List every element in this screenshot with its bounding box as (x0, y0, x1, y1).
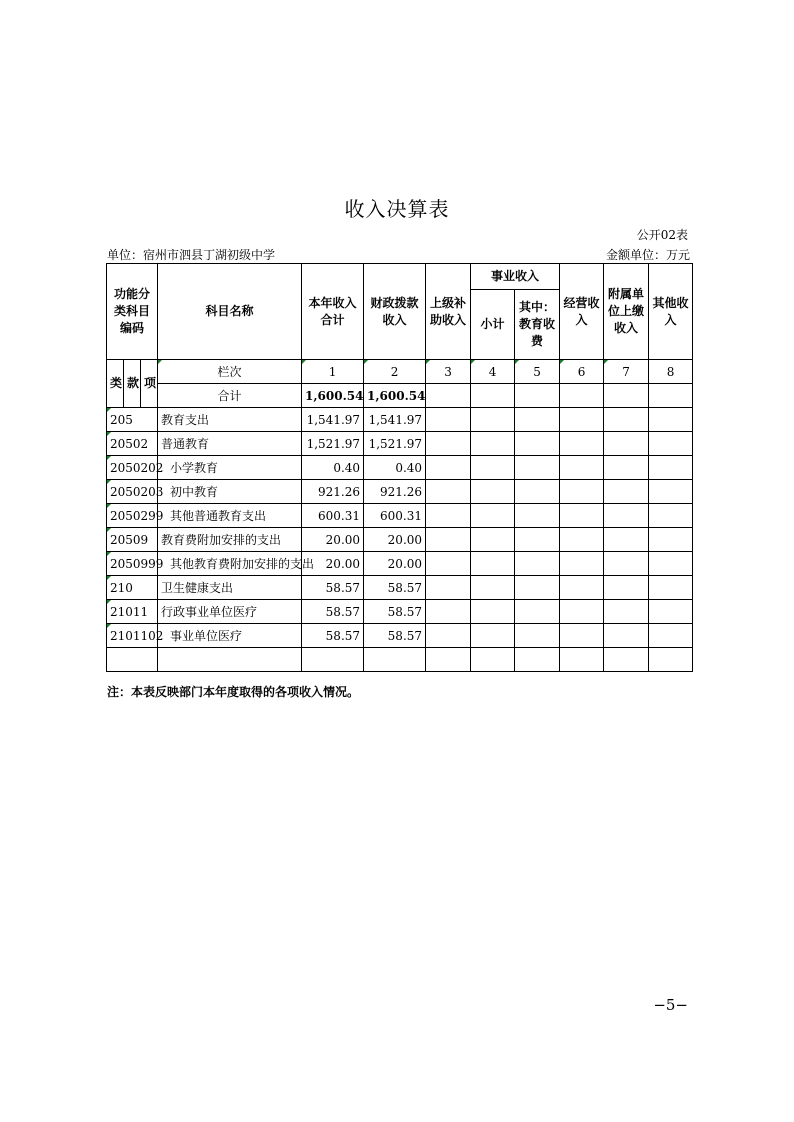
row-total: 1,521.97 (302, 432, 364, 456)
row-code: 20502 (107, 432, 158, 456)
header-func-class: 功能分类科目编码 (107, 264, 158, 360)
table-row (107, 480, 693, 504)
total-label: 合计 (158, 384, 302, 408)
row-total: 20.00 (302, 552, 364, 576)
row-code: 20509 (107, 528, 158, 552)
row-total: 600.31 (302, 504, 364, 528)
col-number: 8 (649, 360, 693, 384)
page-title: 收入决算表 (344, 197, 450, 221)
header-subtotal: 小计 (471, 290, 515, 360)
header-other: 其他收入 (649, 264, 693, 360)
col-number: 2 (364, 360, 426, 384)
row-fiscal: 58.57 (364, 624, 426, 648)
col-label: 栏次 (158, 360, 302, 384)
row-name: 事业单位医疗 (158, 624, 302, 648)
row-fiscal: 1,521.97 (364, 432, 426, 456)
row-name: 其他普通教育支出 (158, 504, 302, 528)
row-fiscal: 600.31 (364, 504, 426, 528)
header-xiang: 项 (141, 360, 158, 408)
table-row (107, 624, 693, 648)
col-number: 7 (604, 360, 649, 384)
col-number: 5 (515, 360, 560, 384)
row-fiscal: 58.57 (364, 576, 426, 600)
col-number: 4 (471, 360, 515, 384)
table-row (107, 552, 693, 576)
row-total: 1,541.97 (302, 408, 364, 432)
row-code: 2050202 (107, 456, 158, 480)
income-table (106, 263, 693, 672)
row-total: 58.57 (302, 624, 364, 648)
unit-label: 单位：宿州市泗县丁湖初级中学 (107, 248, 276, 262)
form-code: 公开02表 (636, 228, 688, 242)
row-code: 210 (107, 576, 158, 600)
header-kuan: 款 (124, 360, 141, 408)
table-row (107, 408, 693, 432)
row-fiscal: 20.00 (364, 552, 426, 576)
col-number: 1 (302, 360, 364, 384)
header-operating: 经营收入 (560, 264, 604, 360)
row-total: 20.00 (302, 528, 364, 552)
row-fiscal: 921.26 (364, 480, 426, 504)
row-name: 初中教育 (158, 480, 302, 504)
row-code: 21011 (107, 600, 158, 624)
header-fiscal: 财政拨款收入 (364, 264, 426, 360)
row-code: 2101102 (107, 624, 158, 648)
row-code: 205 (107, 408, 158, 432)
header-lei: 类 (107, 360, 124, 408)
total-income-value: 1,600.54 (302, 384, 364, 408)
col-number: 6 (560, 360, 604, 384)
money-unit-label: 金额单位：万元 (605, 248, 690, 262)
header-affiliated: 附属单位上缴收入 (604, 264, 649, 360)
table-row (107, 504, 693, 528)
row-total: 58.57 (302, 576, 364, 600)
col-number: 3 (426, 360, 471, 384)
row-total: 58.57 (302, 600, 364, 624)
row-fiscal: 58.57 (364, 600, 426, 624)
table-row-empty (107, 648, 693, 672)
header-subject-name: 科目名称 (158, 264, 302, 360)
header-total-income: 本年收入合计 (302, 264, 364, 360)
row-code: 2050999 (107, 552, 158, 576)
header-business: 事业收入 (471, 264, 560, 290)
table-note: 注：本表反映部门本年度取得的各项收入情况。 (107, 685, 360, 699)
row-code: 2050203 (107, 480, 158, 504)
table-row (107, 528, 693, 552)
row-fiscal: 20.00 (364, 528, 426, 552)
row-name: 教育费附加安排的支出 (158, 528, 302, 552)
row-name: 小学教育 (158, 456, 302, 480)
row-name: 普通教育 (158, 432, 302, 456)
row-total: 0.40 (302, 456, 364, 480)
total-fiscal-value: 1,600.54 (364, 384, 426, 408)
row-name: 教育支出 (158, 408, 302, 432)
header-superior: 上级补助收入 (426, 264, 471, 360)
page-number: −5− (653, 996, 688, 1014)
row-fiscal: 0.40 (364, 456, 426, 480)
table-row (107, 456, 693, 480)
header-edu-fee: 其中：教育收费 (515, 290, 560, 360)
row-name: 行政事业单位医疗 (158, 600, 302, 624)
row-fiscal: 1,541.97 (364, 408, 426, 432)
row-code: 2050299 (107, 504, 158, 528)
row-total: 921.26 (302, 480, 364, 504)
table-row (107, 576, 693, 600)
table-row (107, 600, 693, 624)
row-name: 其他教育费附加安排的支出 (158, 552, 302, 576)
table-row (107, 432, 693, 456)
row-name: 卫生健康支出 (158, 576, 302, 600)
